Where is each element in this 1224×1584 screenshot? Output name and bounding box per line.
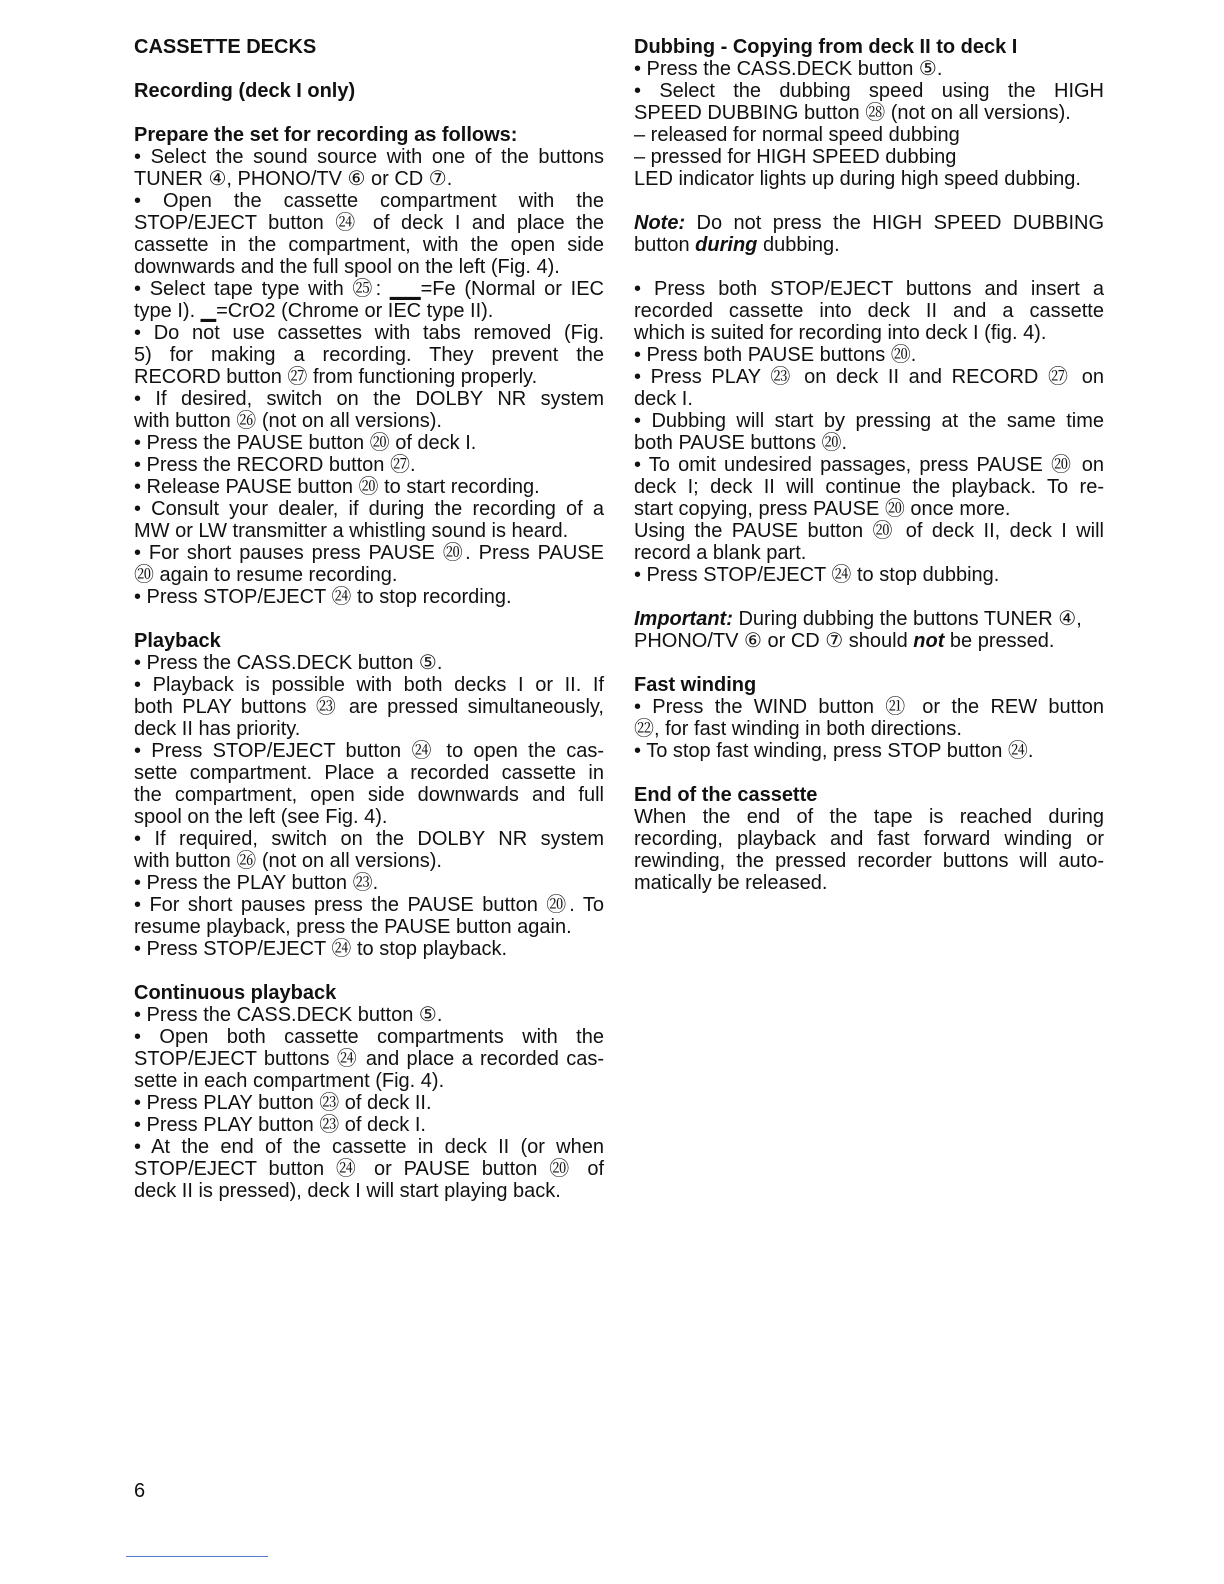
text-line: matically be released. <box>634 872 828 894</box>
text-line: spool on the left (see Fig. 4). <box>134 806 388 828</box>
text-line: • Press STOP/EJECT button ㉔ to open the cas- <box>134 740 604 762</box>
text-line: both PAUSE buttons ⑳. <box>634 432 848 454</box>
note-block <box>634 212 1104 256</box>
dubbing-steps <box>634 278 1104 586</box>
text-line: recording, playback and fast forward winding or <box>634 828 1104 850</box>
right-column <box>634 36 1104 894</box>
text-line: • If desired, switch on the DOLBY NR system <box>134 388 604 410</box>
important-label: Important: <box>634 608 733 630</box>
text-line: ㉒, for fast winding in both directions. <box>634 718 962 740</box>
continuous-playback-heading: Continuous playback <box>134 982 337 1004</box>
important-block <box>634 608 1104 652</box>
end-of-cassette-text <box>634 806 1104 894</box>
text-line: deck I; deck II will continue the playback. To re- <box>634 476 1104 498</box>
note-emphasis: during <box>695 234 758 256</box>
text-line: Using the PAUSE button ⑳ of deck II, deck I will <box>634 520 1104 542</box>
text-line: • Press both STOP/EJECT buttons and insert a <box>634 278 1104 300</box>
text-line: STOP/EJECT button ㉔ or PAUSE button ⑳ of <box>134 1158 604 1180</box>
playback-heading: Playback <box>134 630 221 652</box>
important-emphasis: not <box>913 630 945 652</box>
text-line: • Press PLAY button ㉓ of deck I. <box>134 1114 426 1136</box>
text-line: both PLAY buttons ㉓ are pressed simultaneously, <box>134 696 604 718</box>
text-line: RECORD button ㉗ from functioning properly. <box>134 366 538 388</box>
text-line: • For short pauses press the PAUSE button ⑳. To <box>134 894 604 916</box>
text-line: TUNER ④, PHONO/TV ⑥ or CD ⑦. <box>134 168 453 190</box>
text-line: which is suited for recording into deck I (fig. 4). <box>634 322 1047 344</box>
text-line: • Press the RECORD button ㉗. <box>134 454 416 476</box>
text-line: • To stop fast winding, press STOP button ㉔. <box>634 740 1034 762</box>
text-line: the compartment, open side downwards and full <box>134 784 604 806</box>
fast-winding-instructions <box>634 696 1104 762</box>
text-line: cassette in the compartment, with the open side <box>134 234 604 256</box>
text-line: STOP/EJECT button ㉔ of deck I and place the <box>134 212 604 234</box>
important-text: be pressed. <box>944 630 1055 652</box>
important-text: During dubbing the buttons TUNER ④, <box>738 608 1082 630</box>
footer-rule <box>126 1556 268 1557</box>
text-line: • Open the cassette compartment with the <box>134 190 604 212</box>
text-line: • Press the CASS.DECK button ⑤. <box>134 1004 443 1026</box>
text-line: type I). ▁=CrO2 (Chrome or IEC type II). <box>134 300 494 322</box>
text-line: • Press STOP/EJECT ㉔ to stop dubbing. <box>634 564 1000 586</box>
fast-winding-heading: Fast winding <box>634 674 757 696</box>
text-line: When the end of the tape is reached during <box>634 806 1104 828</box>
text-line: – released for normal speed dubbing <box>634 124 960 146</box>
text-line: • Select the sound source with one of the buttons <box>134 146 604 168</box>
text-line: with button ㉖ (not on all versions). <box>134 850 442 872</box>
text-line: SPEED DUBBING button ㉘ (not on all versions). <box>634 102 1071 124</box>
note-text: button <box>634 234 696 256</box>
text-line: • Press the PAUSE button ⑳ of deck I. <box>134 432 477 454</box>
text-line: • To omit undesired passages, press PAUSE ⑳ on <box>634 454 1104 476</box>
text-line: • If required, switch on the DOLBY NR system <box>134 828 604 850</box>
text-line: • Select the dubbing speed using the HIGH <box>634 80 1104 102</box>
prepare-instructions <box>134 146 604 608</box>
dubbing-heading: Dubbing - Copying from deck II to deck I <box>634 36 1018 58</box>
recording-heading: Recording (deck I only) <box>134 80 356 102</box>
text-line: 5) for making a recording. They prevent the <box>134 344 604 366</box>
text-line: • Press STOP/EJECT ㉔ to stop recording. <box>134 586 512 608</box>
text-line: downwards and the full spool on the left (Fig. 4). <box>134 256 560 278</box>
text-line: • Press STOP/EJECT ㉔ to stop playback. <box>134 938 508 960</box>
text-line: • Release PAUSE button ⑳ to start recording. <box>134 476 540 498</box>
text-line: rewinding, the pressed recorder buttons will auto- <box>634 850 1104 872</box>
note-text: dubbing. <box>757 234 840 256</box>
text-line: • Press the WIND button ㉑ or the REW button <box>634 696 1104 718</box>
note-line <box>634 234 1104 256</box>
text-line: • Do not use cassettes with tabs removed (Fig. <box>134 322 604 344</box>
playback-instructions <box>134 652 604 960</box>
text-line: MW or LW transmitter a whistling sound is heard. <box>134 520 569 542</box>
text-line: LED indicator lights up during high speed dubbing. <box>634 168 1081 190</box>
important-line <box>634 608 1104 630</box>
text-line: deck II is pressed), deck I will start playing back. <box>134 1180 561 1202</box>
text-line: • Press the PLAY button ㉓. <box>134 872 379 894</box>
page-number: 6 <box>134 1480 146 1502</box>
text-line: start copying, press PAUSE ⑳ once more. <box>634 498 1011 520</box>
text-line: • Press PLAY ㉓ on deck II and RECORD ㉗ on <box>634 366 1104 388</box>
continuous-playback-instructions <box>134 1004 604 1202</box>
text-line: • Playback is possible with both decks I or II. If <box>134 674 604 696</box>
text-line: with button ㉖ (not on all versions). <box>134 410 442 432</box>
text-line: • For short pauses press PAUSE ⑳. Press PAUSE <box>134 542 604 564</box>
text-line: • Press the CASS.DECK button ⑤. <box>134 652 443 674</box>
text-line: • Dubbing will start by pressing at the same time <box>634 410 1104 432</box>
important-text: PHONO/TV ⑥ or CD ⑦ should <box>634 630 914 652</box>
text-line: • Press both PAUSE buttons ⑳. <box>634 344 917 366</box>
end-of-cassette-heading: End of the cassette <box>634 784 818 806</box>
note-text: Do not press the HIGH SPEED DUBBING <box>696 212 1105 234</box>
text-line: • Open both cassette compartments with the <box>134 1026 604 1048</box>
text-line: deck I. <box>634 388 693 410</box>
text-line: • At the end of the cassette in deck II (or when <box>134 1136 604 1158</box>
dubbing-instructions <box>634 58 1104 190</box>
note-label: Note: <box>634 212 686 234</box>
text-line: • Press PLAY button ㉓ of deck II. <box>134 1092 432 1114</box>
text-line: • Select tape type with ㉕: ▁▁=Fe (Normal or IEC <box>134 278 604 300</box>
text-line: deck II has priority. <box>134 718 301 740</box>
text-line: ⑳ again to resume recording. <box>134 564 398 586</box>
prepare-heading: Prepare the set for recording as follows: <box>134 124 518 146</box>
text-line: STOP/EJECT buttons ㉔ and place a recorded cas- <box>134 1048 604 1070</box>
text-line: – pressed for HIGH SPEED dubbing <box>634 146 957 168</box>
text-line: • Consult your dealer, if during the recording of a <box>134 498 604 520</box>
left-column <box>134 36 604 1202</box>
note-line <box>634 212 1104 234</box>
text-line: record a blank part. <box>634 542 807 564</box>
page-title: CASSETTE DECKS <box>134 36 317 58</box>
text-line: • Press the CASS.DECK button ⑤. <box>634 58 943 80</box>
text-line: recorded cassette into deck II and a cassette <box>634 300 1104 322</box>
text-line: sette compartment. Place a recorded cassette in <box>134 762 604 784</box>
important-line <box>634 630 1104 652</box>
text-line: resume playback, press the PAUSE button again. <box>134 916 572 938</box>
text-line: sette in each compartment (Fig. 4). <box>134 1070 445 1092</box>
